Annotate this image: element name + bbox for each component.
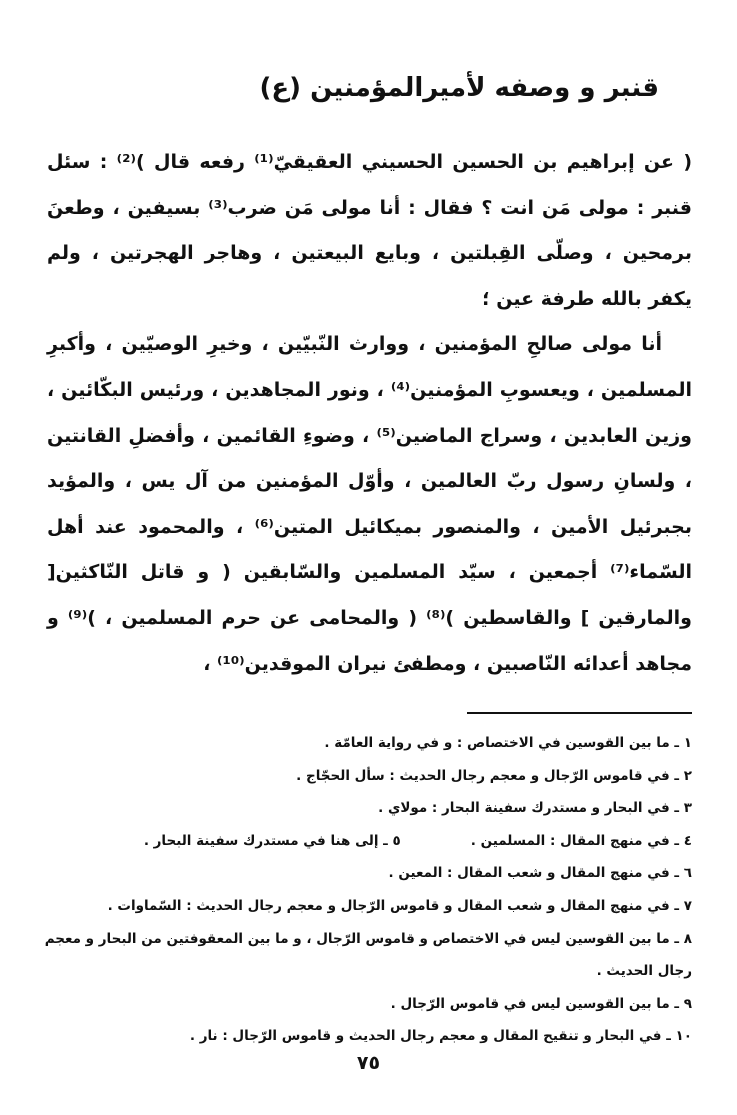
paragraph: أنا مولى صالحِ المؤمنين ، ووارث النّبيّين ، وخيرِ الوصيّين ، وأكبرِ المسلمين ، ويعسوبِ المؤمنين⁽⁴⁾ ، ونور المجاهدين ، ورئيس البكّائين ، وزين العابدين ، وسراج الماضين⁽⁵⁾ ، وضوءِ القائمين ، وأفضلِ القانتين ، ولسانِ رسول ربّ العالمين ، وأوّل المؤمنين من آل يس ، والمؤيد بجبرئيل الأمين ، والمنصور بميكائيل المتين⁽⁶⁾ ، والمحمود عند أهل السّماء⁽⁷⁾ أجمعين ، سيّد المسلمين والسّابقين ( و قاتل النّاكثين[ والمارقين ] والقاسطين )⁽⁸⁾ ( والمحامى عن حرم المسلمين ، )⁽⁹⁾ و مجاهد أعدائه النّاصبين ، ومطفئ نيران الموقدين⁽¹⁰⁾ ، <box>47 333 693 675</box>
footnote: ١٠ ـ في البحار و تنقيح المقال و معجم رجال الحديث و قاموس الرّجال : نار . <box>189 1028 692 1045</box>
footnote-row <box>42 825 692 858</box>
footnote: ٧ ـ في منهج المقال و شعب المقال و قاموس الرّجال و معجم رجال الحديث : السّماوات . <box>107 897 692 914</box>
page-title: قنبر و وصفه لأميرالمؤمنين (ع) <box>259 73 659 103</box>
footnote: ٣ ـ في البحار و مستدرك سفينة البحار : مولاي . <box>378 800 692 817</box>
footnote: ٩ ـ ما بين القوسين ليس في قاموس الرّجال . <box>390 995 692 1012</box>
paragraph: ( عن إبراهيم بن الحسين الحسيني العقيقيّ⁽¹⁾ رفعه قال )⁽²⁾ : سئل قنبر : مولى مَن انت ؟ فقال : أنا مولى مَن ضرب⁽³⁾ بسيفين ، وطعنَ برمحين ، وصلّى القِبلتين ، وبايع البيعتين ، وهاجر الهجرتين ، ولم يكفر بالله طرفة عين ؛ <box>47 151 692 310</box>
footnote: ٢ ـ في قاموس الرّجال و معجم رجال الحديث : سأل الحجّاج . <box>296 767 692 784</box>
footnote: ٦ ـ في منهج المقال و شعب المقال : المعين . <box>388 865 692 882</box>
footnote: ٥ ـ إلى هنا في مستدرك سفينة البحار . <box>143 832 401 849</box>
footnote-divider <box>467 712 692 714</box>
footnotes <box>42 727 692 1053</box>
footnote: ١ ـ ما بين القوسين في الاختصاص : و في رواية العامّة . <box>324 735 692 751</box>
footnote: ٤ ـ في منهج المقال : المسلمين . <box>470 832 692 849</box>
page-number: ٧٥ <box>356 1052 381 1074</box>
main-text <box>47 140 692 687</box>
footnote: ٨ ـ ما بين القوسين ليس في الاختصاص و قاموس الرّجال ، و ما بين المعقوفتين من البحار و معجم رجال الحديث . <box>44 930 692 980</box>
